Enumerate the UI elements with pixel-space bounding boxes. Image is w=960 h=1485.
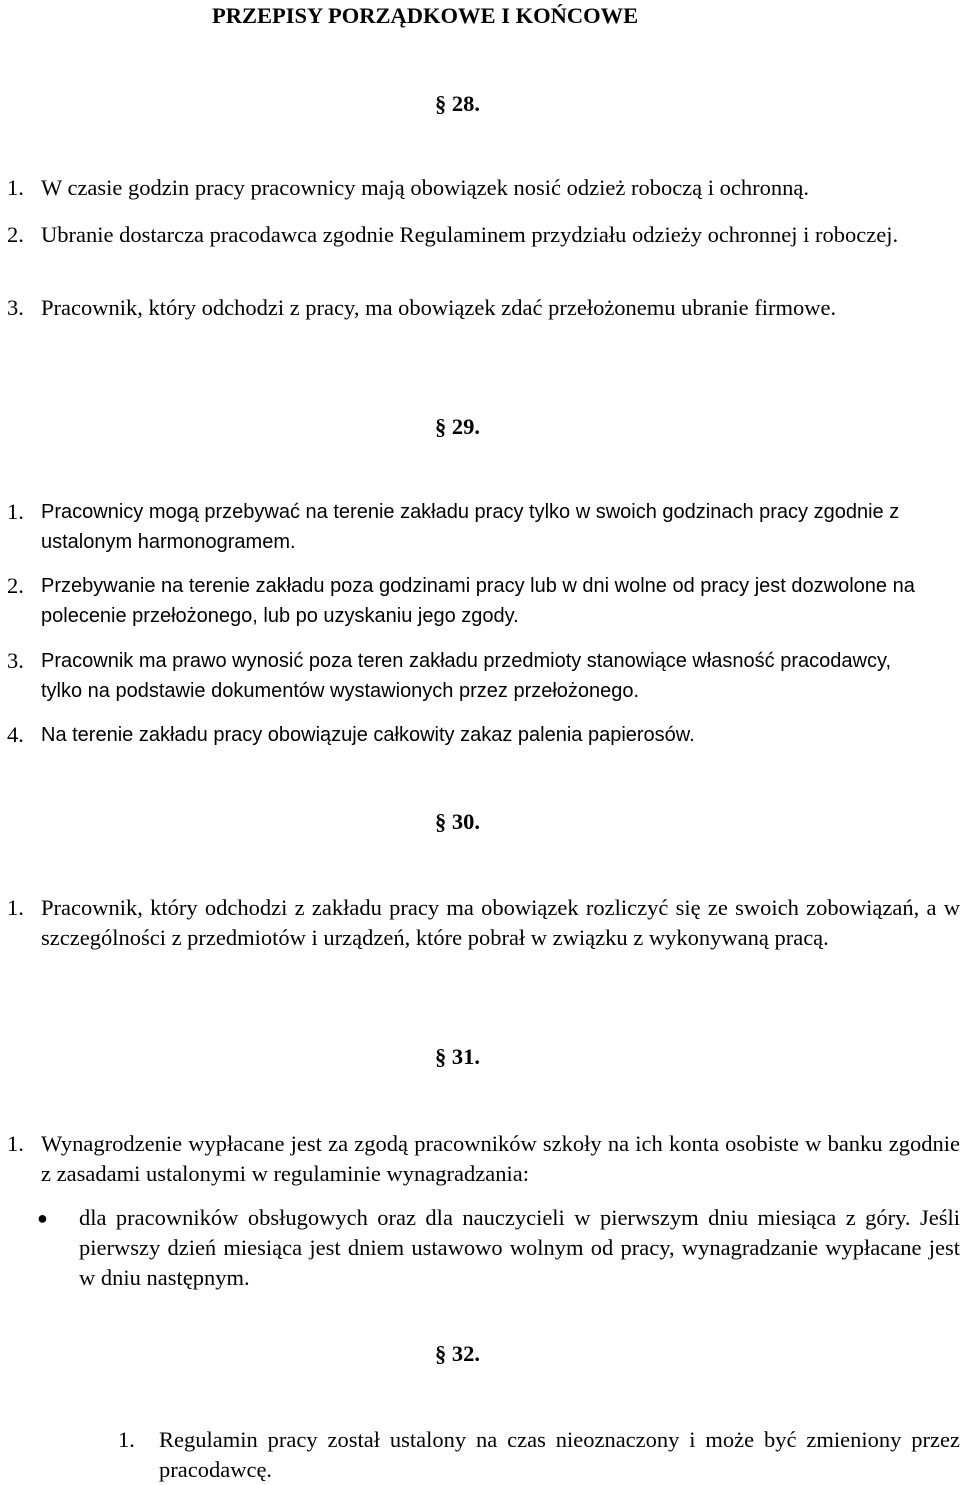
item-number: 1. [7,1131,24,1156]
item-number: 2. [7,573,24,598]
item-text: Pracownik, który odchodzi z zakładu pracy ma obowiązek rozliczyć się ze swoich zobowiązań, a w szczególności z przedmiotów i urządzeń, które pobrał w związku z wykonywaną pracą. [41,895,960,950]
item-text: Na terenie zakładu pracy obowiązuje całkowity zakaz palenia papierosów. [41,724,695,746]
page-title: PRZEPISY PORZĄDKOWE I KOŃCOWE [212,3,639,28]
section-heading-31: § 31. [435,1044,480,1069]
bullet-icon: ● [37,1208,48,1228]
item-number: 4. [7,722,24,747]
item-number: 1. [118,1427,135,1452]
item-number: 2. [7,222,24,247]
section-28-item-2 [7,220,960,250]
section-29-item-4 [7,720,960,750]
item-text: Pracownik ma prawo wynosić poza teren zakładu przedmioty stanowiące własność pracodawcy, tylko na podstawie dokumentów wystawionych przez przełożonego. [41,650,892,702]
section-31-bullet-1 [37,1203,960,1293]
item-text: Pracownicy mogą przebywać na terenie zakładu pracy tylko w swoich godzinach pracy zgodnie z ustalonym harmonogramem. [41,501,900,553]
item-text: W czasie godzin pracy pracownicy mają obowiązek nosić odzież roboczą i ochronną. [41,175,809,200]
section-29-item-2 [7,571,960,631]
section-29-item-1 [7,497,960,557]
item-text: Wynagrodzenie wypłacane jest za zgodą pracowników szkoły na ich konta osobiste w banku zgodnie z zasadami ustalonymi w regulaminie wynagradzania: [41,1131,960,1186]
section-29-item-3 [7,646,960,706]
section-31-item-1 [7,1129,960,1189]
item-number: 1. [7,499,24,524]
item-number: 1. [7,175,24,200]
bullet-text: dla pracowników obsługowych oraz dla nauczycieli w pierwszym dniu miesiąca z góry. Jeśli pierwszy dzień miesiąca jest dniem ustawowo wolnym od pracy, wynagradzanie wypłacane jest w dniu następnym. [79,1205,960,1290]
section-heading-32: § 32. [435,1341,480,1366]
section-heading-29: § 29. [435,414,480,439]
item-number: 3. [7,648,24,673]
item-text: Przebywanie na terenie zakładu poza godzinami pracy lub w dni wolne od pracy jest dozwolone na polecenie przełożonego, lub po uzyskaniu jego zgody. [41,575,915,627]
section-heading-30: § 30. [435,809,480,834]
item-text: Regulamin pracy został ustalony na czas nieoznaczony i może być zmieniony przez pracodawcę. [159,1427,960,1482]
section-heading-28: § 28. [435,91,480,116]
section-28-item-3 [7,293,960,323]
item-number: 3. [7,295,24,320]
section-28-item-1 [7,173,960,203]
item-text: Pracownik, który odchodzi z pracy, ma obowiązek zdać przełożonemu ubranie firmowe. [41,295,837,320]
section-30-item-1 [7,893,960,953]
section-32-item-1 [118,1425,960,1485]
item-text: Ubranie dostarcza pracodawca zgodnie Regulaminem przydziału odzieży ochronnej i roboczej. [41,222,899,247]
item-number: 1. [7,895,24,920]
